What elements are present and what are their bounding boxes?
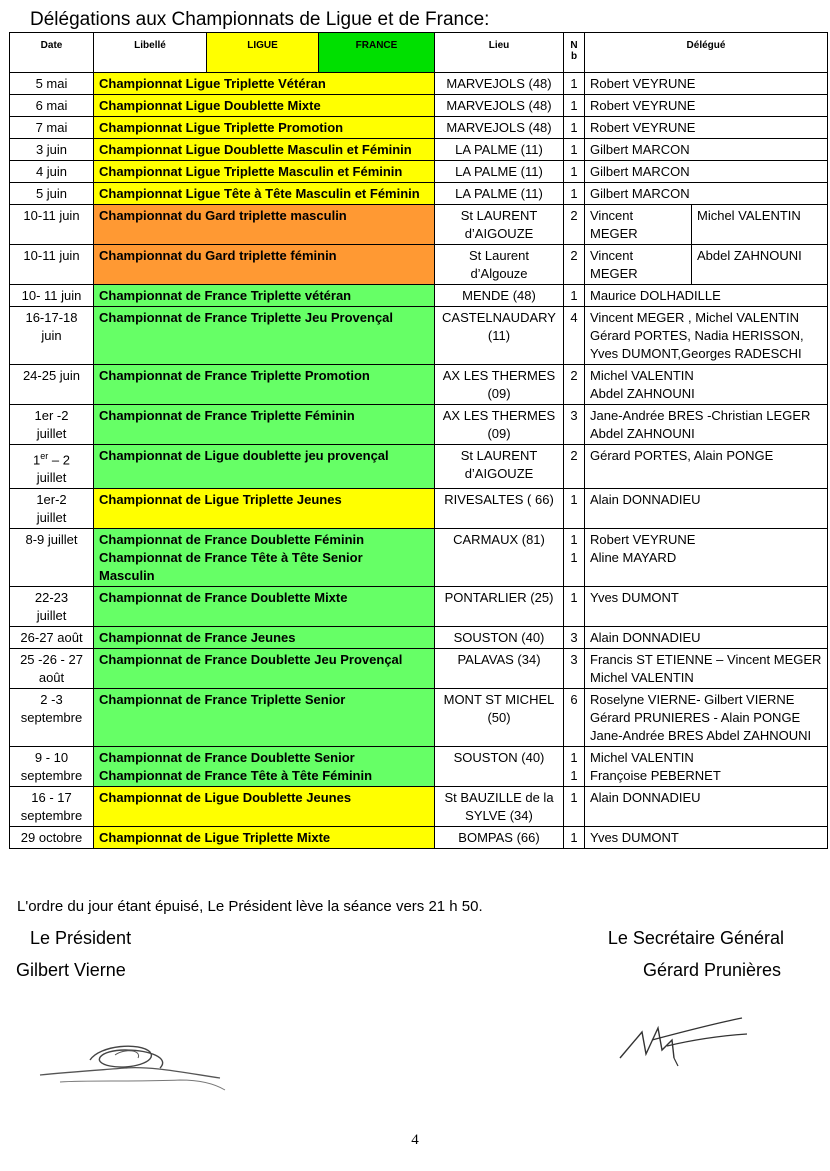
row-date — [10, 489, 94, 529]
president-title: Le Président — [30, 928, 132, 948]
row-nb-label: 1 — [570, 288, 578, 303]
row-nb — [564, 489, 585, 529]
row-libelle — [94, 117, 435, 139]
table-row — [10, 205, 828, 245]
table-row — [10, 489, 828, 529]
row-nb — [564, 747, 585, 787]
row-nb-label: 2 — [570, 248, 578, 263]
row-delegue-label: Michel VALENTIN Abdel ZAHNOUNI — [590, 368, 695, 401]
row-libelle-label: Championnat de France Doublette Féminin Championnat de France Tête à Tête Senior Masculin — [99, 532, 365, 584]
table-row — [10, 95, 828, 117]
row-delegue-label: Alain DONNADIEU — [590, 630, 701, 646]
row-libelle — [94, 587, 435, 627]
table-row — [10, 787, 828, 827]
row-date-label: 22-23 juillet — [34, 590, 69, 624]
row-date-label: 10-11 juin — [23, 208, 80, 223]
secretary-title: Le Secrétaire Général — [607, 928, 784, 948]
president-signature — [30, 1020, 240, 1110]
row-lieu-label: RIVESALTES ( 66) — [444, 492, 554, 508]
row-lieu — [435, 489, 564, 529]
row-libelle — [94, 161, 435, 183]
row-libelle — [94, 139, 435, 161]
delegations-table — [9, 32, 828, 849]
row-delegue — [585, 587, 828, 627]
row-lieu — [435, 587, 564, 627]
row-lieu — [435, 245, 564, 285]
row-date-label: 29 octobre — [20, 830, 83, 846]
row-delegue — [585, 627, 828, 649]
row-libelle-label: Championnat Ligue Doublette Mixte — [99, 98, 321, 113]
row-delegue — [585, 405, 828, 445]
row-libelle — [94, 627, 435, 649]
row-delegue — [585, 183, 828, 205]
row-libelle-label: Championnat du Gard triplette masculin — [99, 208, 347, 223]
row-date — [10, 183, 94, 205]
row-date — [10, 161, 94, 183]
row-lieu — [435, 161, 564, 183]
row-date — [10, 587, 94, 627]
row-date-label: 2 -3 septembre — [20, 692, 83, 726]
row-libelle-label: Championnat de France Jeunes — [99, 630, 296, 646]
row-delegue-second — [692, 245, 828, 285]
row-libelle-label: Championnat de France Triplette vétéran — [99, 288, 352, 303]
row-date — [10, 827, 94, 849]
table-row — [10, 183, 828, 205]
row-nb-label: 1 — [570, 492, 578, 508]
row-date-label: 16 - 17 septembre — [20, 790, 83, 824]
row-lieu — [435, 205, 564, 245]
row-lieu-label: AX LES THERMES (09) — [442, 368, 556, 401]
row-libelle-label: Championnat Ligue Triplette Promotion — [99, 120, 344, 135]
row-lieu — [435, 307, 564, 365]
row-date — [10, 285, 94, 307]
row-delegue-label: Jane-Andrée BRES -Christian LEGER Abdel ZAHNOUNI — [590, 408, 811, 441]
row-libelle — [94, 529, 435, 587]
row-nb — [564, 787, 585, 827]
row-date-label: 9 - 10 septembre — [20, 750, 83, 784]
row-lieu — [435, 405, 564, 445]
row-delegue-label: Maurice DOLHADILLE — [590, 288, 721, 303]
row-nb — [564, 307, 585, 365]
row-lieu-label: SOUSTON (40) — [453, 630, 545, 646]
row-date-label: 25 -26 - 27 août — [20, 652, 83, 686]
row-date-suffix: er — [40, 451, 49, 461]
row-nb-label: 1 — [570, 790, 578, 806]
row-libelle — [94, 285, 435, 307]
row-libelle-label: Championnat de Ligue doublette jeu provençal — [99, 448, 389, 463]
row-delegue-label: Gilbert MARCON — [590, 186, 690, 201]
row-date-label: 7 mai — [35, 120, 68, 135]
row-libelle-label: Championnat de France Doublette Mixte — [99, 590, 348, 606]
row-nb-label: 1 — [570, 590, 578, 606]
row-delegue-label: Vincent MEGER , Michel VALENTIN Gérard PORTES, Nadia HERISSON, Yves DUMONT,Georges RADESCHI — [590, 310, 804, 361]
row-delegue — [585, 205, 692, 245]
row-nb — [564, 285, 585, 307]
table-row — [10, 649, 828, 689]
row-delegue — [585, 161, 828, 183]
row-date-label: 5 mai — [35, 76, 68, 91]
secretary-name: Gérard Prunières — [642, 960, 781, 980]
row-libelle — [94, 205, 435, 245]
row-libelle — [94, 827, 435, 849]
row-nb-label: 1 — [570, 142, 578, 157]
table-row — [10, 307, 828, 365]
row-delegue-label: Yves DUMONT — [590, 590, 679, 606]
row-date-label: 10-11 juin — [23, 248, 80, 263]
row-lieu-label: MENDE (48) — [462, 288, 536, 303]
row-nb — [564, 649, 585, 689]
row-lieu-label: MARVEJOLS (48) — [446, 98, 552, 113]
row-date-label: 8-9 juillet — [25, 532, 78, 548]
row-delegue — [585, 747, 828, 787]
row-lieu-label: SOUSTON (40) — [453, 750, 545, 766]
row-libelle-label: Championnat Ligue Tête à Tête Masculin et Féminin — [99, 186, 420, 201]
row-lieu-label: St LAURENT d’AIGOUZE — [460, 448, 538, 481]
header-delegue: Délégué — [585, 33, 828, 73]
row-lieu-label: PALAVAS (34) — [457, 652, 541, 668]
row-delegue-label: Robert VEYRUNE — [590, 98, 696, 113]
row-delegue-label: Alain DONNADIEU — [590, 790, 701, 806]
row-delegue-label: Robert VEYRUNE — [590, 120, 696, 135]
row-lieu-label: LA PALME (11) — [455, 186, 543, 201]
row-libelle — [94, 787, 435, 827]
table-header-row — [10, 33, 828, 73]
row-nb — [564, 205, 585, 245]
row-lieu-label: St BAUZILLE de la SYLVE (34) — [444, 790, 554, 824]
row-lieu — [435, 529, 564, 587]
row-libelle — [94, 405, 435, 445]
row-nb — [564, 827, 585, 849]
row-delegue — [585, 95, 828, 117]
row-date — [10, 365, 94, 405]
row-nb-label: 3 — [570, 630, 578, 646]
row-delegue-label: Alain DONNADIEU — [590, 492, 701, 508]
table-row — [10, 529, 828, 587]
row-date-label: 26-27 août — [20, 630, 83, 646]
header-nb — [564, 33, 585, 73]
row-libelle-label: Championnat de France Doublette Jeu Provençal — [99, 652, 403, 668]
row-date-day: 1 — [33, 452, 41, 468]
row-lieu-label: AX LES THERMES (09) — [442, 408, 556, 441]
row-date — [10, 307, 94, 365]
row-nb — [564, 529, 585, 587]
row-delegue — [585, 529, 828, 587]
row-libelle — [94, 747, 435, 787]
row-lieu — [435, 117, 564, 139]
table-row — [10, 73, 828, 95]
table-row — [10, 139, 828, 161]
secretary-signature — [612, 1010, 762, 1070]
row-nb-label: 2 — [570, 368, 578, 383]
row-delegue-second-label: Abdel ZAHNOUNI — [697, 248, 802, 263]
table-row — [10, 285, 828, 307]
row-delegue-second — [692, 205, 828, 245]
row-libelle — [94, 307, 435, 365]
row-libelle — [94, 649, 435, 689]
row-nb — [564, 365, 585, 405]
row-libelle — [94, 489, 435, 529]
table-row — [10, 689, 828, 747]
row-nb — [564, 117, 585, 139]
row-libelle-label: Championnat Ligue Triplette Vétéran — [99, 76, 326, 91]
row-lieu — [435, 285, 564, 307]
row-date-label: 10- 11 juin — [21, 288, 82, 303]
row-date — [10, 139, 94, 161]
row-libelle-label: Championnat de France Doublette Senior Championnat de France Tête à Tête Féminin — [99, 750, 373, 784]
row-delegue-label: Yves DUMONT — [590, 830, 679, 846]
row-date — [10, 95, 94, 117]
row-libelle-label: Championnat de France Triplette Senior — [99, 692, 346, 708]
row-libelle-label: Championnat de France Triplette Promotion — [99, 368, 370, 383]
row-libelle — [94, 183, 435, 205]
row-delegue-label: Gilbert MARCON — [590, 142, 690, 157]
row-date-label: 4 juin — [35, 164, 68, 179]
row-libelle — [94, 365, 435, 405]
row-date — [10, 627, 94, 649]
row-date — [10, 205, 94, 245]
row-date-label: 1er -2 juillet — [34, 408, 69, 441]
row-date — [10, 117, 94, 139]
row-lieu-label: BOMPAS (66) — [458, 830, 540, 846]
row-libelle-label: Championnat de Ligue Doublette Jeunes — [99, 790, 352, 806]
row-libelle-label: Championnat de France Triplette Féminin — [99, 408, 355, 423]
row-nb-label: 3 — [570, 408, 578, 423]
row-delegue-label: Robert VEYRUNE Aline MAYARD — [590, 532, 696, 566]
row-delegue — [585, 365, 828, 405]
header-ligue: LIGUE — [207, 33, 319, 73]
row-delegue — [585, 827, 828, 849]
row-lieu — [435, 95, 564, 117]
row-date — [10, 689, 94, 747]
row-date-label: 3 juin — [35, 142, 68, 157]
row-delegue-label: Robert VEYRUNE — [590, 76, 696, 91]
row-libelle — [94, 245, 435, 285]
row-delegue-label: Roselyne VIERNE- Gilbert VIERNE Gérard PRUNIERES - Alain PONGE Jane-Andrée BRES Abdel ZAHNOUNI — [590, 692, 812, 744]
row-lieu-label: CASTELNAUDARY (11) — [442, 310, 556, 343]
row-libelle — [94, 73, 435, 95]
table-row — [10, 365, 828, 405]
row-lieu — [435, 445, 564, 489]
row-libelle-label: Championnat de Ligue Triplette Mixte — [99, 830, 331, 846]
row-lieu — [435, 73, 564, 95]
row-delegue — [585, 307, 828, 365]
row-nb — [564, 139, 585, 161]
table-row — [10, 117, 828, 139]
row-lieu — [435, 627, 564, 649]
row-lieu-label: MARVEJOLS (48) — [446, 120, 552, 135]
president-name: Gilbert Vierne — [16, 960, 126, 980]
row-delegue-second-label: Michel VALENTIN — [697, 208, 801, 223]
row-delegue-label: Vincent MEGER — [590, 248, 638, 281]
table-row — [10, 747, 828, 787]
row-date — [10, 529, 94, 587]
table-row — [10, 161, 828, 183]
row-nb-label: 1 — [570, 830, 578, 846]
table-row — [10, 405, 828, 445]
row-nb-label: 1 — [570, 120, 578, 135]
row-delegue-label: Michel VALENTIN Françoise PEBERNET — [590, 750, 721, 784]
row-date-label: 24-25 juin — [22, 368, 81, 383]
table-row — [10, 827, 828, 849]
row-lieu — [435, 139, 564, 161]
row-date — [10, 245, 94, 285]
row-libelle-label: Championnat de Ligue Triplette Jeunes — [99, 492, 342, 508]
row-lieu — [435, 649, 564, 689]
row-lieu — [435, 183, 564, 205]
header-nb-label: N b — [570, 40, 578, 62]
row-lieu — [435, 365, 564, 405]
row-lieu — [435, 827, 564, 849]
row-date — [10, 649, 94, 689]
row-lieu-label: St LAURENT d’AIGOUZE — [460, 208, 538, 241]
row-date — [10, 445, 94, 489]
row-date-rest: – 2 juillet — [36, 452, 70, 486]
table-row — [10, 587, 828, 627]
row-date — [10, 747, 94, 787]
table-row — [10, 627, 828, 649]
row-lieu-label: LA PALME (11) — [455, 164, 543, 179]
row-delegue — [585, 489, 828, 529]
row-libelle — [94, 689, 435, 747]
row-delegue — [585, 139, 828, 161]
row-date-label: 5 juin — [35, 186, 68, 201]
row-nb-label: 6 — [570, 692, 578, 708]
row-date — [10, 787, 94, 827]
row-lieu-label: MARVEJOLS (48) — [446, 76, 552, 91]
page-number: 4 — [411, 1132, 419, 1148]
row-libelle-label: Championnat du Gard triplette féminin — [99, 248, 337, 263]
row-nb-label: 1 — [570, 98, 578, 113]
row-nb — [564, 405, 585, 445]
row-nb — [564, 161, 585, 183]
row-date-label: 16-17-18 juin — [25, 310, 78, 343]
row-libelle-label: Championnat Ligue Triplette Masculin et Féminin — [99, 164, 403, 179]
header-libelle: Libellé — [94, 33, 207, 73]
row-date-label: 6 mai — [35, 98, 68, 113]
row-lieu — [435, 787, 564, 827]
row-lieu-label: MONT ST MICHEL (50) — [443, 692, 555, 726]
header-lieu: Lieu — [435, 33, 564, 73]
row-nb-label: 4 — [570, 310, 578, 325]
row-lieu-label: PONTARLIER (25) — [444, 590, 554, 606]
row-nb — [564, 627, 585, 649]
header-date: Date — [10, 33, 94, 73]
row-nb-label: 2 — [570, 448, 578, 463]
row-delegue — [585, 73, 828, 95]
row-libelle — [94, 445, 435, 489]
row-delegue-label: Vincent MEGER — [590, 208, 638, 241]
row-delegue — [585, 285, 828, 307]
row-nb-label: 1 1 — [570, 750, 578, 784]
row-nb-label: 1 — [570, 186, 578, 201]
row-nb — [564, 95, 585, 117]
row-date — [10, 73, 94, 95]
row-delegue — [585, 689, 828, 747]
row-lieu — [435, 747, 564, 787]
row-nb-label: 1 — [570, 76, 578, 91]
page-heading: Délégations aux Championnats de Ligue et de France: — [30, 9, 490, 30]
row-delegue — [585, 649, 828, 689]
table-row — [10, 445, 828, 489]
row-nb-label: 1 — [570, 164, 578, 179]
row-lieu-label: LA PALME (11) — [455, 142, 543, 157]
row-libelle — [94, 95, 435, 117]
row-lieu-label: St Laurent d’Algouze — [469, 248, 529, 281]
row-lieu — [435, 689, 564, 747]
closing-statement: L'ordre du jour étant épuisé, Le Président lève la séance vers 21 h 50. — [17, 898, 483, 915]
row-nb — [564, 445, 585, 489]
row-nb-label: 3 — [570, 652, 578, 668]
row-delegue — [585, 445, 828, 489]
row-delegue-label: Gérard PORTES, Alain PONGE — [590, 448, 774, 463]
row-delegue — [585, 787, 828, 827]
row-delegue-label: Gilbert MARCON — [590, 164, 690, 179]
row-nb — [564, 689, 585, 747]
table-row — [10, 245, 828, 285]
row-delegue-label: Francis ST ETIENNE – Vincent MEGER Michel VALENTIN — [590, 652, 822, 686]
row-nb-label: 2 — [570, 208, 578, 223]
row-lieu-label: CARMAUX (81) — [453, 532, 545, 548]
row-nb — [564, 73, 585, 95]
row-libelle-label: Championnat Ligue Doublette Masculin et Féminin — [99, 142, 412, 157]
row-delegue — [585, 117, 828, 139]
row-date — [10, 405, 94, 445]
row-delegue — [585, 245, 692, 285]
row-nb — [564, 245, 585, 285]
row-nb — [564, 183, 585, 205]
row-nb — [564, 587, 585, 627]
row-date-label: 1er-2 juillet — [36, 492, 67, 526]
row-nb-label: 1 1 — [570, 532, 578, 566]
header-france: FRANCE — [319, 33, 435, 73]
row-libelle-label: Championnat de France Triplette Jeu Provençal — [99, 310, 394, 325]
